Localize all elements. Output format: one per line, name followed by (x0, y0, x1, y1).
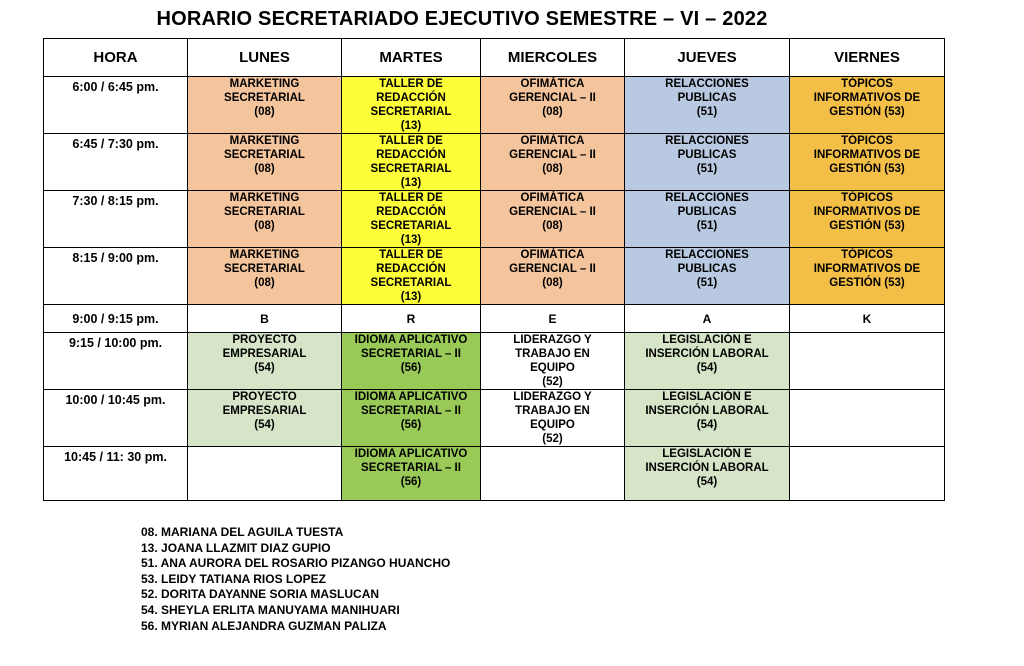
class-cell-line: EQUIPO (530, 419, 575, 431)
class-cell-jueves (625, 248, 790, 305)
class-cell-line: R (406, 311, 416, 326)
class-cell-jueves (625, 77, 790, 134)
class-cell-miercoles (481, 191, 625, 248)
teacher-entry: 56. MYRIAN ALEJANDRA GUZMAN PALIZA (141, 618, 387, 633)
class-cell-martes (342, 77, 481, 134)
class-cell-line: MARKETING (229, 135, 300, 147)
class-cell-viernes (790, 305, 945, 333)
class-cell-viernes (790, 333, 945, 390)
teacher-entry: 53. LEIDY TATIANA RIOS LOPEZ (141, 571, 326, 586)
class-cell-line: GESTIÓN (53) (829, 277, 905, 289)
header-jueves: JUEVES (625, 39, 790, 77)
class-cell-line: PUBLICAS (677, 206, 737, 218)
class-cell-line: LEGISLACIÓN E (662, 448, 752, 460)
header-miercoles: MIERCOLES (481, 39, 625, 77)
class-cell-martes (342, 333, 481, 390)
header-viernes: VIERNES (790, 39, 945, 77)
class-cell-line: (51) (696, 220, 718, 232)
class-cell-line: TRABAJO EN (515, 405, 590, 417)
class-cell-lunes (188, 333, 342, 390)
class-cell-line: SECRETARIAL (224, 149, 305, 161)
class-cell-lunes (188, 191, 342, 248)
class-cell-line: OFIMÁTICA (520, 249, 585, 261)
class-cell-line: LIDERAZGO Y (513, 334, 592, 346)
schedule-row (44, 305, 945, 333)
class-cell-line: PUBLICAS (677, 263, 737, 275)
class-cell-line: (13) (400, 120, 422, 132)
class-cell-line: (13) (400, 234, 422, 246)
class-cell-line: TÓPICOS (841, 78, 893, 90)
class-cell-line: MARKETING (229, 249, 300, 261)
class-cell-line: SECRETARIAL – II (361, 405, 461, 417)
schedule-row (44, 248, 945, 305)
class-cell-line: TALLER DE (379, 249, 443, 261)
class-cell-line: (51) (696, 163, 718, 175)
class-cell-line: LIDERAZGO Y (513, 391, 592, 403)
class-cell-martes (342, 191, 481, 248)
header-hora: HORA (44, 39, 188, 77)
class-cell-line: GESTIÓN (53) (829, 163, 905, 175)
class-cell-line: LEGISLACIÓN E (662, 334, 752, 346)
class-cell-line: REDACCIÓN (376, 206, 446, 218)
time-slot: 7:30 / 8:15 pm. (44, 191, 188, 248)
class-cell-line: GERENCIAL – II (509, 149, 596, 161)
class-cell-line: RELACCIONES (665, 135, 749, 147)
class-cell-line: OFIMÁTICA (520, 192, 585, 204)
class-cell-line: (08) (542, 220, 563, 232)
class-cell-line: (08) (254, 277, 275, 289)
class-cell-line: (54) (696, 362, 718, 374)
class-cell-line: REDACCIÓN (376, 263, 446, 275)
class-cell-martes (342, 248, 481, 305)
schedule-title: HORARIO SECRETARIADO EJECUTIVO SEMESTRE – VI – 2022 (156, 8, 768, 30)
class-cell-line: REDACCIÓN (376, 92, 446, 104)
class-cell-line: INSERCIÓN LABORAL (645, 348, 769, 360)
class-cell-line: OFIMÁTICA (520, 78, 585, 90)
class-cell-line: (56) (400, 476, 422, 488)
class-cell-jueves (625, 134, 790, 191)
class-cell-miercoles (481, 134, 625, 191)
class-cell-line: (54) (696, 419, 718, 431)
schedule-row (44, 77, 945, 134)
class-cell-line: TÓPICOS (841, 192, 893, 204)
class-cell-line: GERENCIAL – II (509, 92, 596, 104)
teacher-entry: 08. MARIANA DEL AGUILA TUESTA (141, 525, 344, 539)
time-slot: 6:00 / 6:45 pm. (44, 77, 188, 134)
class-cell-line: PROYECTO (232, 391, 297, 403)
class-cell-line: (52) (542, 376, 563, 388)
schedule-body (44, 77, 945, 501)
class-cell-miercoles (481, 447, 625, 501)
class-cell-jueves (625, 447, 790, 501)
class-cell-line: EQUIPO (530, 362, 575, 374)
class-cell-line: INSERCIÓN LABORAL (645, 462, 769, 474)
header-row (44, 39, 945, 77)
time-slot: 9:15 / 10:00 pm. (44, 333, 188, 390)
class-cell-line: (13) (400, 291, 422, 303)
class-cell-line: (08) (542, 277, 563, 289)
class-cell-line: (08) (542, 163, 563, 175)
class-cell-line: INSERCIÓN LABORAL (645, 405, 769, 417)
class-cell-line: TALLER DE (379, 135, 443, 147)
class-cell-line: TALLER DE (379, 78, 443, 90)
class-cell-line: SECRETARIAL (224, 92, 305, 104)
class-cell-line: (08) (542, 106, 563, 118)
class-cell-line: (54) (696, 476, 718, 488)
class-cell-jueves (625, 333, 790, 390)
header-lunes: LUNES (188, 39, 342, 77)
class-cell-lunes (188, 248, 342, 305)
class-cell-line: TRABAJO EN (515, 348, 590, 360)
class-cell-line: (08) (254, 163, 275, 175)
class-cell-line: EMPRESARIAL (222, 348, 307, 360)
class-cell-line: SECRETARIAL (370, 106, 452, 118)
class-cell-line: (08) (254, 220, 275, 232)
class-cell-line: TÓPICOS (841, 249, 893, 261)
class-cell-lunes (188, 77, 342, 134)
teacher-entry: 51. ANA AURORA DEL ROSARIO PIZANGO HUANCHO (141, 556, 451, 571)
class-cell-lunes (188, 134, 342, 191)
class-cell-line: (08) (254, 106, 275, 118)
class-cell-line: PUBLICAS (677, 92, 737, 104)
class-cell-line: IDIOMA APLICATIVO (354, 448, 468, 460)
class-cell-line: MARKETING (229, 78, 300, 90)
class-cell-line: (51) (696, 106, 718, 118)
class-cell-jueves (625, 191, 790, 248)
class-cell-line: PUBLICAS (677, 149, 737, 161)
class-cell-viernes (790, 191, 945, 248)
class-cell-line: RELACCIONES (665, 192, 749, 204)
class-cell-line: GESTIÓN (53) (829, 220, 905, 232)
schedule-row (44, 447, 945, 501)
class-cell-line: SECRETARIAL (224, 206, 305, 218)
class-cell-line: (51) (696, 277, 718, 289)
class-cell-miercoles (481, 248, 625, 305)
class-cell-line: GESTIÓN (53) (829, 106, 905, 118)
class-cell-martes (342, 390, 481, 447)
class-cell-line: MARKETING (229, 192, 300, 204)
class-cell-line: (54) (254, 362, 275, 374)
time-slot: 6:45 / 7:30 pm. (44, 134, 188, 191)
class-cell-line: GERENCIAL – II (509, 206, 596, 218)
class-cell-line: LEGISLACIÓN E (662, 391, 752, 403)
class-cell-viernes (790, 248, 945, 305)
class-cell-line: INFORMATIVOS DE (813, 149, 921, 161)
class-cell-line: RELACCIONES (665, 78, 749, 90)
class-cell-line: SECRETARIAL (370, 163, 452, 175)
class-cell-line: SECRETARIAL (370, 277, 452, 289)
class-cell-line: (54) (254, 419, 275, 431)
class-cell-lunes (188, 305, 342, 333)
class-cell-viernes (790, 390, 945, 447)
class-cell-line: PROYECTO (232, 334, 297, 346)
class-cell-miercoles (481, 390, 625, 447)
class-cell-viernes (790, 134, 945, 191)
schedule-table (43, 38, 945, 501)
time-slot: 10:45 / 11: 30 pm. (44, 447, 188, 501)
schedule-row (44, 191, 945, 248)
teacher-legend (141, 525, 450, 634)
class-cell-line: EMPRESARIAL (222, 405, 307, 417)
time-slot: 10:00 / 10:45 pm. (44, 390, 188, 447)
class-cell-line: K (862, 311, 872, 326)
class-cell-line: RELACCIONES (665, 249, 749, 261)
class-cell-martes (342, 134, 481, 191)
class-cell-line: (56) (400, 362, 422, 374)
class-cell-miercoles (481, 305, 625, 333)
class-cell-line: IDIOMA APLICATIVO (354, 334, 468, 346)
class-cell-line: INFORMATIVOS DE (813, 263, 921, 275)
class-cell-miercoles (481, 333, 625, 390)
teacher-entry: 52. DORITA DAYANNE SORIA MASLUCAN (141, 587, 380, 602)
class-cell-line: GERENCIAL – II (509, 263, 596, 275)
class-cell-line: (52) (542, 433, 563, 445)
class-cell-line: (13) (400, 177, 422, 189)
class-cell-line: SECRETARIAL (370, 220, 452, 232)
time-slot: 9:00 / 9:15 pm. (44, 305, 188, 333)
class-cell-line: SECRETARIAL – II (361, 348, 461, 360)
class-cell-miercoles (481, 77, 625, 134)
class-cell-line: INFORMATIVOS DE (813, 206, 921, 218)
teacher-entry: 54. SHEYLA ERLITA MANUYAMA MANIHUARI (141, 602, 400, 617)
class-cell-jueves (625, 390, 790, 447)
class-cell-line: TÓPICOS (841, 135, 893, 147)
class-cell-line: TALLER DE (379, 192, 443, 204)
schedule-row (44, 134, 945, 191)
class-cell-line: (56) (400, 419, 422, 431)
schedule-row (44, 390, 945, 447)
schedule-row (44, 333, 945, 390)
class-cell-line: REDACCIÓN (376, 149, 446, 161)
teacher-entry: 13. JOANA LLAZMIT DIAZ GUPIO (141, 540, 331, 555)
class-cell-martes (342, 305, 481, 333)
class-cell-line: E (548, 311, 557, 326)
header-martes: MARTES (342, 39, 481, 77)
class-cell-viernes (790, 77, 945, 134)
class-cell-martes (342, 447, 481, 501)
class-cell-line: SECRETARIAL (224, 263, 305, 275)
class-cell-line: OFIMÁTICA (520, 135, 585, 147)
class-cell-line: IDIOMA APLICATIVO (354, 391, 468, 403)
class-cell-jueves (625, 305, 790, 333)
class-cell-line: INFORMATIVOS DE (813, 92, 921, 104)
class-cell-line: B (260, 311, 269, 326)
class-cell-line: SECRETARIAL – II (361, 462, 461, 474)
class-cell-lunes (188, 390, 342, 447)
class-cell-viernes (790, 447, 945, 501)
class-cell-line: A (702, 311, 712, 326)
class-cell-lunes (188, 447, 342, 501)
time-slot: 8:15 / 9:00 pm. (44, 248, 188, 305)
